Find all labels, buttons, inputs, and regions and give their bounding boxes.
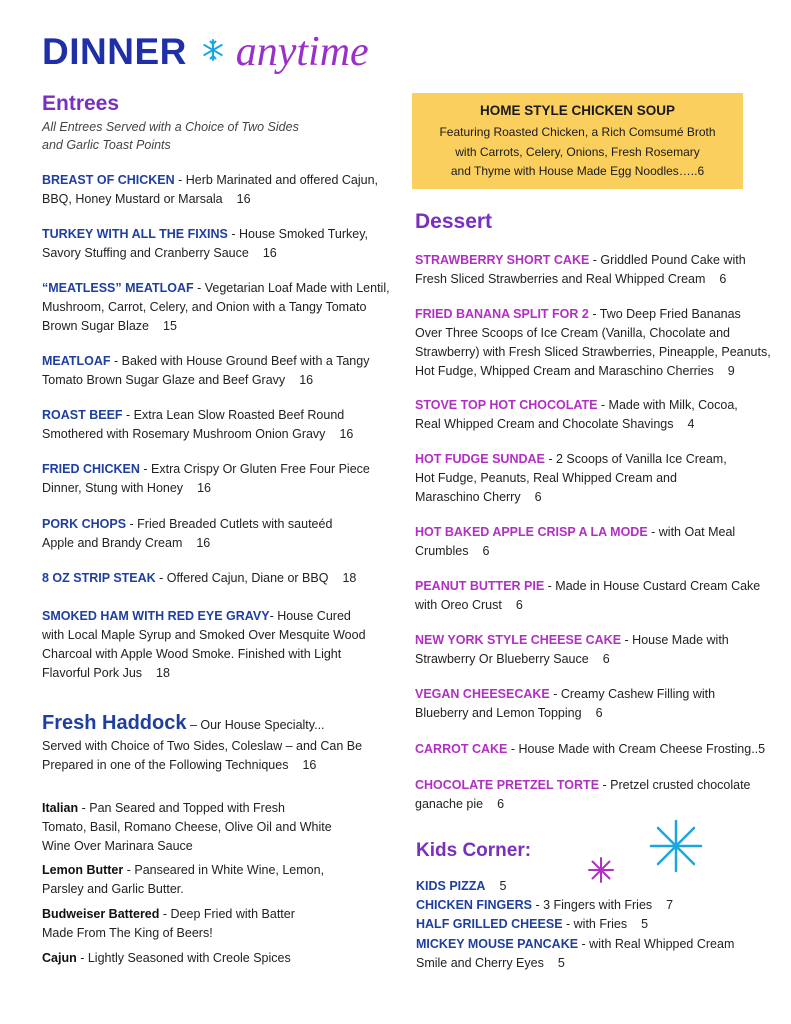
dessert-desc: Strawberry Or Blueberry Sauce bbox=[415, 652, 589, 666]
dessert-price: 6 bbox=[534, 490, 542, 504]
kids-desc: Smile and Cherry Eyes bbox=[416, 956, 544, 970]
entree-name: MEATLOAF bbox=[42, 354, 111, 368]
haddock-heading bbox=[42, 712, 325, 735]
dessert-item bbox=[415, 776, 751, 814]
entree-price: 16 bbox=[339, 427, 354, 441]
haddock-style bbox=[42, 949, 291, 968]
title-anytime: anytime bbox=[235, 29, 369, 75]
dessert-name: CARROT CAKE bbox=[415, 742, 508, 756]
dessert-desc: Real Whipped Cream and Chocolate Shavings bbox=[415, 417, 674, 431]
entree-name: BREAST OF CHICKEN bbox=[42, 173, 175, 187]
entree-item bbox=[42, 352, 369, 390]
dessert-desc: - Two Deep Fried Bananas bbox=[588, 307, 741, 321]
dessert-desc: with Oreo Crust bbox=[415, 598, 502, 612]
entree-desc: Charcoal with Apple Wood Smoke. Finished with Light bbox=[42, 647, 342, 661]
entree-desc: - Offered Cajun, Diane or BBQ bbox=[155, 571, 329, 585]
dessert-desc: Hot Fudge, Whipped Cream and Maraschino Cherries bbox=[415, 364, 714, 378]
dessert-price: 6 bbox=[595, 706, 603, 720]
entree-price: 16 bbox=[236, 192, 251, 206]
haddock-style-desc: Parsley and Garlic Butter. bbox=[42, 882, 184, 896]
entrees-note-line: All Entrees Served with a Choice of Two Sides bbox=[42, 120, 299, 134]
entree-name: “MEATLESS” MEATLOAF bbox=[42, 281, 194, 295]
dessert-name: STRAWBERRY SHORT CAKE bbox=[415, 253, 590, 267]
haddock-title: Fresh Haddock bbox=[42, 712, 187, 734]
dessert-name: FRIED BANANA SPLIT FOR 2 bbox=[415, 307, 589, 321]
haddock-style-desc: - Deep Fried with Batter bbox=[159, 907, 295, 921]
entree-name: FRIED CHICKEN bbox=[42, 462, 140, 476]
dessert-desc: Crumbles bbox=[415, 544, 469, 558]
dessert-item bbox=[415, 396, 738, 434]
haddock-style-name: Cajun bbox=[42, 951, 77, 965]
dessert-name: PEANUT BUTTER PIE bbox=[415, 579, 545, 593]
entree-item bbox=[42, 460, 370, 498]
kids-name: HALF GRILLED CHEESE bbox=[416, 917, 563, 931]
entree-desc: - House Smoked Turkey, bbox=[227, 227, 368, 241]
entree-desc: Brown Sugar Blaze bbox=[42, 319, 150, 333]
kids-price: 7 bbox=[666, 898, 674, 912]
haddock-style bbox=[42, 905, 295, 943]
dessert-price: 6 bbox=[482, 544, 490, 558]
dessert-item bbox=[415, 523, 735, 561]
haddock-price: 16 bbox=[302, 758, 317, 772]
dessert-price: 6 bbox=[602, 652, 610, 666]
entree-item bbox=[42, 569, 356, 588]
entree-item bbox=[42, 607, 366, 683]
entree-desc: Flavorful Pork Jus bbox=[42, 666, 143, 680]
dessert-item bbox=[415, 685, 715, 723]
dessert-name: NEW YORK STYLE CHEESE CAKE bbox=[415, 633, 622, 647]
entree-name: ROAST BEEF bbox=[42, 408, 123, 422]
entree-desc: - Herb Marinated and offered Cajun, bbox=[174, 173, 379, 187]
menu-title bbox=[42, 28, 369, 76]
entrees-note bbox=[42, 118, 352, 154]
kids-name: KIDS PIZZA bbox=[416, 879, 486, 893]
dessert-item bbox=[415, 251, 746, 289]
entree-desc: Smothered with Rosemary Mushroom Onion Gravy bbox=[42, 427, 326, 441]
entree-desc: - Baked with House Ground Beef with a Tangy bbox=[110, 354, 370, 368]
entree-price: 16 bbox=[197, 481, 211, 495]
kids-desc: - 3 Fingers with Fries bbox=[531, 898, 653, 912]
dessert-name: HOT FUDGE SUNDAE bbox=[415, 452, 545, 466]
dessert-desc: - Creamy Cashew Filling with bbox=[549, 687, 716, 701]
dessert-desc: Strawberry) with Fresh Sliced Strawberries, Pineapple, Peanuts, bbox=[415, 345, 771, 359]
dessert-item bbox=[415, 740, 765, 759]
haddock-style-name: Italian bbox=[42, 801, 79, 815]
snowflake-icon bbox=[201, 38, 225, 67]
entree-price: 18 bbox=[342, 571, 357, 585]
entree-name: PORK CHOPS bbox=[42, 517, 127, 531]
kids-desc: - with Fries bbox=[562, 917, 628, 931]
haddock-style-desc: - Lightly Seasoned with Creole Spices bbox=[76, 951, 291, 965]
entree-desc: Tomato Brown Sugar Glaze and Beef Gravy bbox=[42, 373, 286, 387]
entree-price: 18 bbox=[156, 666, 170, 680]
kids-item bbox=[416, 896, 673, 915]
entree-item bbox=[42, 406, 353, 444]
dessert-desc: - House Made with Cream Cheese Frosting..5 bbox=[507, 742, 766, 756]
entree-price: 15 bbox=[163, 319, 177, 333]
kids-name: MICKEY MOUSE PANCAKE bbox=[416, 937, 579, 951]
entree-desc: - House Cured bbox=[269, 609, 351, 623]
title-dinner: DINNER bbox=[42, 31, 187, 72]
entree-name: SMOKED HAM WITH RED EYE GRAVY bbox=[42, 609, 270, 623]
haddock-style bbox=[42, 861, 324, 899]
entrees-note-line: and Garlic Toast Points bbox=[42, 138, 171, 152]
dessert-name: HOT BAKED APPLE CRISP A LA MODE bbox=[415, 525, 648, 539]
entree-desc: - Extra Lean Slow Roasted Beef Round bbox=[122, 408, 345, 422]
haddock-desc: Prepared in one of the Following Techniques bbox=[42, 758, 289, 772]
kids-item bbox=[416, 877, 506, 896]
haddock-style-desc: - Panseared in White Wine, Lemon, bbox=[123, 863, 325, 877]
soup-desc-line: with Carrots, Celery, Onions, Fresh Rosemary bbox=[455, 144, 700, 159]
soup-title: HOME STYLE CHICKEN SOUP bbox=[479, 103, 676, 118]
soup-description bbox=[422, 123, 733, 182]
entree-desc: Savory Stuffing and Cranberry Sauce bbox=[42, 246, 249, 260]
haddock-style-desc: Wine Over Marinara Sauce bbox=[42, 839, 193, 853]
entree-desc: BBQ, Honey Mustard or Marsala bbox=[42, 192, 223, 206]
dessert-desc: - Griddled Pound Cake with bbox=[589, 253, 746, 267]
entree-desc: - Vegetarian Loaf Made with Lentil, bbox=[193, 281, 390, 295]
soup-desc-line: and Thyme with House Made Egg Noodles…..6 bbox=[450, 164, 705, 178]
dessert-name: STOVE TOP HOT CHOCOLATE bbox=[415, 398, 598, 412]
entree-item bbox=[42, 279, 390, 336]
kids-price: 5 bbox=[641, 917, 649, 931]
dessert-desc: - Made with Milk, Cocoa, bbox=[597, 398, 738, 412]
dessert-desc: Maraschino Cherry bbox=[415, 490, 521, 504]
entree-price: 16 bbox=[299, 373, 314, 387]
haddock-style-name: Lemon Butter bbox=[42, 863, 124, 877]
entree-item bbox=[42, 515, 332, 553]
entree-name: TURKEY WITH ALL THE FIXINS bbox=[42, 227, 228, 241]
haddock-description bbox=[42, 737, 362, 775]
dessert-desc: - 2 Scoops of Vanilla Ice Cream, bbox=[544, 452, 727, 466]
dessert-desc: Hot Fudge, Peanuts, Real Whipped Cream and bbox=[415, 471, 677, 485]
kids-name: CHICKEN FINGERS bbox=[416, 898, 532, 912]
sparkle-icon bbox=[648, 818, 704, 879]
entree-desc: - Extra Crispy Or Gluten Free Four Piece bbox=[139, 462, 370, 476]
dessert-price: 9 bbox=[727, 364, 735, 378]
entree-desc: Mushroom, Carrot, Celery, and Onion with a Tangy Tomato bbox=[42, 300, 367, 314]
kids-item bbox=[416, 915, 648, 934]
haddock-style-desc: Made From The King of Beers! bbox=[42, 926, 213, 940]
sparkle-icon bbox=[587, 856, 615, 889]
entree-name: 8 OZ STRIP STEAK bbox=[42, 571, 156, 585]
dessert-item bbox=[415, 577, 760, 615]
dessert-name: VEGAN CHEESECAKE bbox=[415, 687, 550, 701]
dessert-heading: Dessert bbox=[415, 210, 493, 233]
haddock-tagline: – Our House Specialty... bbox=[186, 718, 325, 732]
haddock-style-desc: - Pan Seared and Topped with Fresh bbox=[78, 801, 285, 815]
entrees-heading: Entrees bbox=[42, 92, 120, 115]
entree-item bbox=[42, 171, 378, 209]
entree-item bbox=[42, 225, 368, 263]
dessert-item bbox=[415, 305, 771, 381]
dessert-desc: - House Made with bbox=[621, 633, 729, 647]
kids-price: 5 bbox=[557, 956, 565, 970]
haddock-desc: Served with Choice of Two Sides, Coleslaw – and Can Be bbox=[42, 739, 363, 753]
kids-price: 5 bbox=[499, 879, 507, 893]
entree-desc: with Local Maple Syrup and Smoked Over Mesquite Wood bbox=[42, 628, 366, 642]
entree-price: 16 bbox=[196, 536, 211, 550]
dessert-desc: Over Three Scoops of Ice Cream (Vanilla, Chocolate and bbox=[415, 326, 730, 340]
kids-heading: Kids Corner: bbox=[416, 840, 532, 861]
dessert-desc: ganache pie bbox=[415, 797, 484, 811]
entree-desc: Dinner, Stung with Honey bbox=[42, 481, 184, 495]
dessert-desc: - with Oat Meal bbox=[647, 525, 736, 539]
dessert-price: 6 bbox=[719, 272, 727, 286]
kids-item bbox=[416, 935, 734, 973]
dessert-desc: Blueberry and Lemon Topping bbox=[415, 706, 582, 720]
dessert-price: 6 bbox=[515, 598, 523, 612]
entree-desc: - Fried Breaded Cutlets with sauteéd bbox=[126, 517, 333, 531]
dessert-item bbox=[415, 631, 729, 669]
dessert-name: CHOCOLATE PRETZEL TORTE bbox=[415, 778, 600, 792]
entree-desc: Apple and Brandy Cream bbox=[42, 536, 183, 550]
dessert-desc: - Pretzel crusted chocolate bbox=[599, 778, 751, 792]
dessert-desc: - Made in House Custard Cream Cake bbox=[544, 579, 761, 593]
dessert-price: 4 bbox=[687, 417, 695, 431]
haddock-style-desc: Tomato, Basil, Romano Cheese, Olive Oil and White bbox=[42, 820, 332, 834]
dessert-desc: Fresh Sliced Strawberries and Real Whipped Cream bbox=[415, 272, 706, 286]
haddock-style bbox=[42, 799, 332, 856]
entree-price: 16 bbox=[262, 246, 277, 260]
soup-feature-box bbox=[412, 93, 743, 189]
dessert-price: 6 bbox=[497, 797, 505, 811]
kids-desc: - with Real Whipped Cream bbox=[578, 937, 735, 951]
dessert-item bbox=[415, 450, 727, 507]
haddock-style-name: Budweiser Battered bbox=[42, 907, 160, 921]
soup-desc-line: Featuring Roasted Chicken, a Rich Comsumé Broth bbox=[439, 125, 716, 139]
